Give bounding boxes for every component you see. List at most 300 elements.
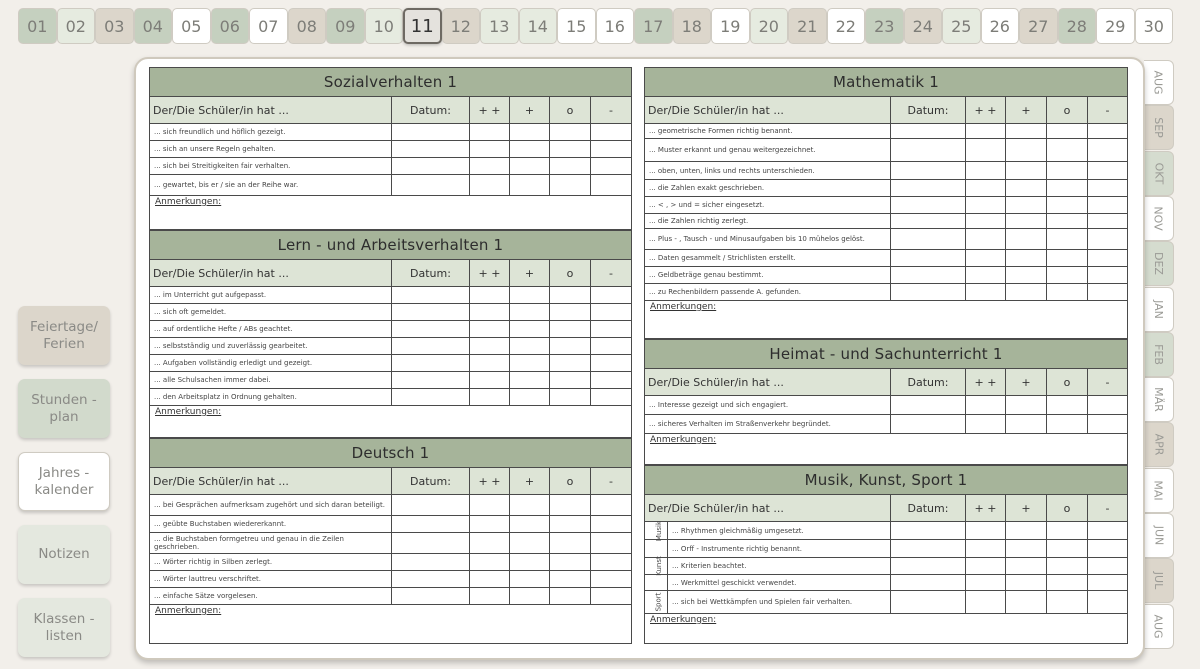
rating-cell[interactable] [1087, 180, 1127, 196]
rating-cell[interactable] [549, 588, 590, 604]
rating-cell[interactable] [1087, 575, 1127, 590]
date-cell[interactable] [391, 321, 469, 337]
rating-cell[interactable] [965, 396, 1005, 414]
rating-cell[interactable] [1005, 558, 1046, 574]
date-cell[interactable] [890, 180, 965, 196]
rating-cell[interactable] [1046, 229, 1087, 249]
rating-cell[interactable] [1046, 250, 1087, 266]
rating-cell[interactable] [590, 338, 631, 354]
rating-cell[interactable] [1087, 396, 1127, 414]
rating-cell[interactable] [1005, 162, 1046, 179]
rating-cell[interactable] [965, 575, 1005, 590]
rating-cell[interactable] [1046, 396, 1087, 414]
rating-cell[interactable] [509, 287, 549, 303]
date-column-header: Datum: [391, 97, 469, 123]
section-title: Lern - und Arbeitsverhalten 1 [150, 231, 631, 260]
criterion-text: ... geübte Buchstaben wiedererkannt. [154, 520, 287, 528]
criterion-text: ... Rhythmen gleichmäßig umgesetzt. [667, 522, 890, 539]
rating-cell[interactable] [469, 389, 509, 405]
rating-cell[interactable] [509, 304, 549, 320]
day-tab-05[interactable]: 05 [172, 8, 211, 44]
rating-cell[interactable] [1087, 284, 1127, 300]
rating-cell[interactable] [590, 389, 631, 405]
rating-cell[interactable] [549, 158, 590, 174]
rating-cell[interactable] [549, 516, 590, 532]
rating-cell[interactable] [469, 588, 509, 604]
rating-cell[interactable] [509, 533, 549, 553]
criterion-text: ... selbstständig und zuverlässig gearbeitet. [154, 342, 308, 350]
rating-cell[interactable] [549, 571, 590, 587]
rating-cell[interactable] [965, 415, 1005, 433]
rating-cell[interactable] [469, 304, 509, 320]
table-row [150, 158, 631, 175]
rating-cell[interactable] [549, 372, 590, 388]
table-row [645, 250, 1127, 267]
date-cell[interactable] [391, 141, 469, 157]
date-cell[interactable] [391, 554, 469, 570]
table-row [645, 162, 1127, 180]
date-cell[interactable] [391, 516, 469, 532]
day-tab-22[interactable]: 22 [827, 8, 866, 44]
month-tab-label: MAI [1151, 480, 1165, 501]
rating-cell[interactable] [1005, 180, 1046, 196]
day-tab-28[interactable]: 28 [1058, 8, 1097, 44]
rating-cell[interactable] [509, 141, 549, 157]
day-tab-03[interactable]: 03 [95, 8, 134, 44]
rating-cell[interactable] [965, 197, 1005, 213]
rating-cell[interactable] [509, 124, 549, 140]
rating-cell[interactable] [1046, 575, 1087, 590]
rating-cell[interactable] [509, 554, 549, 570]
rating-cell[interactable] [1005, 124, 1046, 138]
rating-cell[interactable] [549, 389, 590, 405]
rating-cell[interactable] [549, 175, 590, 195]
rating-cell[interactable] [549, 304, 590, 320]
criterion-text: ... Kriterien beachtet. [667, 558, 890, 574]
table-row [645, 575, 1127, 591]
notes-label: Anmerkungen: [650, 435, 717, 445]
day-tab-15[interactable]: 15 [557, 8, 596, 44]
rating-cell[interactable] [1005, 575, 1046, 590]
criterion-text: ... sicheres Verhalten im Straßenverkehr begründet. [649, 420, 831, 428]
day-tab-09[interactable]: 09 [326, 8, 365, 44]
rating-cell[interactable] [965, 162, 1005, 179]
rating-cell[interactable] [1087, 124, 1127, 138]
day-tab-24[interactable]: 24 [904, 8, 943, 44]
rating-cell[interactable] [1005, 229, 1046, 249]
rating-cell[interactable] [549, 355, 590, 371]
table-row [645, 415, 1127, 434]
rating-cell[interactable] [469, 516, 509, 532]
rating-cell[interactable] [590, 372, 631, 388]
day-tab-14[interactable]: 14 [519, 8, 558, 44]
day-tab-06[interactable]: 06 [211, 8, 250, 44]
table-row [150, 571, 631, 588]
rating-cell[interactable] [965, 214, 1005, 228]
day-tab-20[interactable]: 20 [750, 8, 789, 44]
rating-cell[interactable] [1087, 522, 1127, 539]
table-row [150, 124, 631, 141]
rating-cell[interactable] [549, 338, 590, 354]
rating-column-header: - [590, 468, 631, 494]
rating-cell[interactable] [509, 571, 549, 587]
rating-cell[interactable] [590, 516, 631, 532]
rating-cell[interactable] [509, 588, 549, 604]
rating-cell[interactable] [1046, 591, 1087, 613]
rating-cell[interactable] [590, 571, 631, 587]
rating-cell[interactable] [469, 495, 509, 515]
date-cell[interactable] [391, 571, 469, 587]
rating-cell[interactable] [965, 284, 1005, 300]
rating-cell[interactable] [549, 141, 590, 157]
rating-cell[interactable] [590, 304, 631, 320]
date-cell[interactable] [890, 591, 965, 613]
date-cell[interactable] [890, 558, 965, 574]
rating-cell[interactable] [965, 558, 1005, 574]
rating-cell[interactable] [1046, 558, 1087, 574]
table-row [150, 389, 631, 406]
rating-column-header: + + [469, 97, 509, 123]
nav-stundenplan-button[interactable]: Stunden - plan [18, 379, 110, 438]
rating-cell[interactable] [1046, 162, 1087, 179]
rating-cell[interactable] [965, 591, 1005, 613]
rating-cell[interactable] [469, 158, 509, 174]
table-row [150, 554, 631, 571]
month-tab-okt[interactable] [1144, 151, 1174, 196]
rating-cell[interactable] [590, 141, 631, 157]
rating-cell[interactable] [965, 522, 1005, 539]
table-header [150, 260, 631, 287]
criterion-text: ... alle Schulsachen immer dabei. [154, 376, 271, 384]
day-tab-01[interactable]: 01 [18, 8, 57, 44]
date-cell[interactable] [890, 284, 965, 300]
date-cell[interactable] [890, 522, 965, 539]
month-tab-dez[interactable] [1144, 241, 1174, 286]
rating-cell[interactable] [965, 540, 1005, 557]
rating-cell[interactable] [1046, 284, 1087, 300]
rating-column-header: - [1087, 495, 1127, 521]
rating-cell[interactable] [469, 141, 509, 157]
rating-cell[interactable] [965, 139, 1005, 161]
rating-cell[interactable] [590, 355, 631, 371]
rating-column-header: + [1005, 495, 1046, 521]
criterion-text: ... Werkmittel geschickt verwendet. [667, 575, 890, 590]
rating-cell[interactable] [590, 175, 631, 195]
date-cell[interactable] [890, 162, 965, 179]
category-cell [645, 575, 667, 590]
rating-cell[interactable] [549, 554, 590, 570]
date-cell[interactable] [391, 304, 469, 320]
rating-cell[interactable] [1087, 162, 1127, 179]
criterion-text: ... gewartet, bis er / sie an der Reihe war. [154, 181, 299, 189]
month-tab-label: FEB [1151, 343, 1165, 365]
date-cell[interactable] [890, 415, 965, 433]
day-tab-07[interactable]: 07 [249, 8, 288, 44]
rating-cell[interactable] [509, 321, 549, 337]
rating-column-header: + [509, 468, 549, 494]
rating-cell[interactable] [1005, 540, 1046, 557]
date-cell[interactable] [391, 495, 469, 515]
rating-cell[interactable] [590, 158, 631, 174]
rating-cell[interactable] [590, 533, 631, 553]
rating-cell[interactable] [469, 571, 509, 587]
day-tab-25[interactable]: 25 [942, 8, 981, 44]
criterion-text: ... bei Gesprächen aufmerksam zugehört und sich daran beteiligt. [154, 501, 385, 509]
criterion-text: ... Aufgaben vollständig erledigt und gezeigt. [154, 359, 313, 367]
rating-cell[interactable] [509, 338, 549, 354]
date-cell[interactable] [391, 355, 469, 371]
rating-cell[interactable] [1087, 229, 1127, 249]
rating-cell[interactable] [1087, 197, 1127, 213]
rating-cell[interactable] [469, 533, 509, 553]
criterion-text: ... Wörter lauttreu verschriftet. [154, 575, 262, 583]
table-row [150, 175, 631, 196]
table-row [150, 304, 631, 321]
rating-cell[interactable] [590, 124, 631, 140]
rating-cell[interactable] [469, 554, 509, 570]
rating-cell[interactable] [469, 124, 509, 140]
day-tab-12[interactable]: 12 [442, 8, 481, 44]
rating-column-header: o [1046, 97, 1087, 123]
nav-feiertage-button[interactable]: Feiertage/ Ferien [18, 306, 110, 365]
rating-cell[interactable] [1005, 415, 1046, 433]
rating-cell[interactable] [965, 124, 1005, 138]
date-cell[interactable] [890, 575, 965, 590]
rating-cell[interactable] [469, 338, 509, 354]
rating-cell[interactable] [1087, 214, 1127, 228]
rating-cell[interactable] [1046, 267, 1087, 283]
day-tab-19[interactable]: 19 [711, 8, 750, 44]
criterion-text: ... sich oft gemeldet. [154, 308, 227, 316]
rating-cell[interactable] [549, 533, 590, 553]
rating-cell[interactable] [509, 516, 549, 532]
rating-cell[interactable] [1005, 284, 1046, 300]
rating-cell[interactable] [509, 495, 549, 515]
criterion-text: ... geometrische Formen richtig benannt. [649, 127, 793, 135]
day-tab-10[interactable]: 10 [365, 8, 404, 44]
month-tab-feb[interactable] [1144, 332, 1174, 377]
date-cell[interactable] [391, 124, 469, 140]
day-tab-02[interactable]: 02 [57, 8, 96, 44]
day-tab-bar [18, 8, 1173, 44]
day-tab-04[interactable]: 04 [134, 8, 173, 44]
rating-cell[interactable] [1046, 180, 1087, 196]
notes-label: Anmerkungen: [155, 407, 222, 417]
date-cell[interactable] [391, 372, 469, 388]
rating-cell[interactable] [509, 389, 549, 405]
month-tab-mär[interactable] [1144, 377, 1174, 422]
date-cell[interactable] [890, 540, 965, 557]
date-cell[interactable] [391, 338, 469, 354]
date-cell[interactable] [890, 267, 965, 283]
date-cell[interactable] [391, 533, 469, 553]
rating-cell[interactable] [1005, 250, 1046, 266]
rating-cell[interactable] [469, 355, 509, 371]
date-cell[interactable] [890, 197, 965, 213]
criterion-text: ... sich bei Wettkämpfen und Spielen fair verhalten. [667, 591, 890, 613]
rating-cell[interactable] [965, 229, 1005, 249]
day-tab-26[interactable]: 26 [981, 8, 1020, 44]
table-row [645, 522, 1127, 540]
table-row [150, 141, 631, 158]
date-cell[interactable] [391, 287, 469, 303]
day-tab-13[interactable]: 13 [480, 8, 519, 44]
rating-column-header: o [1046, 495, 1087, 521]
month-tab-jul[interactable] [1144, 558, 1174, 603]
rating-cell[interactable] [469, 372, 509, 388]
rating-cell[interactable] [1046, 415, 1087, 433]
rating-cell[interactable] [509, 372, 549, 388]
table-row [645, 284, 1127, 301]
month-tab-sep[interactable] [1144, 105, 1174, 150]
day-tab-27[interactable]: 27 [1019, 8, 1058, 44]
table-row [645, 558, 1127, 575]
criterion-text: ... sich freundlich und höflich gezeigt. [154, 128, 286, 136]
section-lern [149, 230, 632, 438]
notes-label: Anmerkungen: [155, 197, 222, 207]
day-tab-21[interactable]: 21 [788, 8, 827, 44]
month-tab-label: JUN [1152, 525, 1165, 546]
category-cell [645, 522, 667, 539]
rating-cell[interactable] [1087, 267, 1127, 283]
table-row [150, 338, 631, 355]
rating-cell[interactable] [1087, 139, 1127, 161]
day-tab-18[interactable]: 18 [673, 8, 712, 44]
rating-cell[interactable] [1087, 415, 1127, 433]
rating-cell[interactable] [965, 267, 1005, 283]
rating-cell[interactable] [549, 287, 590, 303]
day-tab-16[interactable]: 16 [596, 8, 635, 44]
rating-column-header: - [590, 97, 631, 123]
rating-cell[interactable] [1087, 540, 1127, 557]
section-title: Musik, Kunst, Sport 1 [645, 466, 1127, 495]
rating-column-header: o [1046, 369, 1087, 395]
date-cell[interactable] [890, 214, 965, 228]
rating-cell[interactable] [1087, 250, 1127, 266]
rating-cell[interactable] [965, 180, 1005, 196]
month-tab-nov[interactable] [1144, 196, 1174, 241]
table-row [645, 180, 1127, 197]
date-cell[interactable] [890, 229, 965, 249]
rating-cell[interactable] [1005, 522, 1046, 539]
rating-column-header: + [509, 260, 549, 286]
month-tab-label: MÄR [1151, 387, 1165, 412]
rating-cell[interactable] [1046, 124, 1087, 138]
day-tab-08[interactable]: 08 [288, 8, 327, 44]
rating-cell[interactable] [509, 355, 549, 371]
rating-column-header: o [549, 260, 590, 286]
category-label: Kunst [654, 556, 663, 576]
rating-cell[interactable] [1046, 197, 1087, 213]
notes-label: Anmerkungen: [650, 302, 717, 312]
section-title: Heimat - und Sachunterricht 1 [645, 340, 1127, 369]
rating-cell[interactable] [1005, 139, 1046, 161]
month-tab-mai[interactable] [1144, 468, 1174, 513]
date-cell[interactable] [890, 250, 965, 266]
date-cell[interactable] [890, 396, 965, 414]
rating-cell[interactable] [1046, 214, 1087, 228]
rating-cell[interactable] [1087, 591, 1127, 613]
nav-notizen-button[interactable]: Notizen [18, 525, 110, 584]
criterion-text: ... einfache Sätze vorgelesen. [154, 592, 258, 600]
rating-cell[interactable] [590, 321, 631, 337]
rating-cell[interactable] [1005, 197, 1046, 213]
rating-column-header: - [1087, 97, 1127, 123]
rating-column-header: - [1087, 369, 1127, 395]
rating-cell[interactable] [1005, 214, 1046, 228]
table-header [645, 495, 1127, 522]
table-row [150, 321, 631, 338]
date-cell[interactable] [391, 588, 469, 604]
rating-cell[interactable] [549, 124, 590, 140]
subject-column-header: Der/Die Schüler/in hat ... [648, 103, 784, 117]
month-tab-jan[interactable] [1144, 287, 1174, 332]
date-cell[interactable] [391, 175, 469, 195]
month-tab-aug[interactable] [1144, 60, 1174, 105]
nav-klassenlisten-button[interactable]: Klassen - listen [18, 598, 110, 657]
rating-cell[interactable] [590, 554, 631, 570]
month-tab-aug-next[interactable] [1144, 604, 1174, 649]
month-tab-label: APR [1152, 433, 1165, 456]
rating-cell[interactable] [1005, 396, 1046, 414]
rating-cell[interactable] [549, 495, 590, 515]
rating-cell[interactable] [590, 588, 631, 604]
date-cell[interactable] [890, 124, 965, 138]
day-tab-29[interactable]: 29 [1096, 8, 1135, 44]
month-tab-label: AUG [1151, 70, 1165, 95]
table-row [150, 516, 631, 533]
rating-cell[interactable] [1005, 267, 1046, 283]
table-row [150, 533, 631, 554]
day-tab-17[interactable]: 17 [634, 8, 673, 44]
table-row [150, 355, 631, 372]
rating-cell[interactable] [469, 175, 509, 195]
criterion-text: ... Geldbeträge genau bestimmt. [649, 271, 764, 279]
rating-cell[interactable] [1087, 558, 1127, 574]
subject-column-header: Der/Die Schüler/in hat ... [648, 501, 784, 515]
rating-cell[interactable] [1046, 522, 1087, 539]
day-tab-11[interactable]: 11 [403, 8, 442, 44]
section-sozial [149, 67, 632, 230]
rating-cell[interactable] [509, 158, 549, 174]
criterion-text: ... den Arbeitsplatz in Ordnung gehalten. [154, 393, 297, 401]
date-cell[interactable] [391, 389, 469, 405]
rating-cell[interactable] [965, 250, 1005, 266]
rating-cell[interactable] [590, 495, 631, 515]
day-tab-23[interactable]: 23 [865, 8, 904, 44]
rating-column-header: + [1005, 97, 1046, 123]
nav-jahreskalender-button[interactable]: Jahres - kalender [18, 452, 110, 511]
rating-cell[interactable] [469, 287, 509, 303]
day-tab-30[interactable]: 30 [1135, 8, 1174, 44]
month-tab-apr[interactable] [1144, 422, 1174, 467]
date-cell[interactable] [391, 158, 469, 174]
month-tab-label: JUL [1152, 572, 1165, 590]
section-title: Deutsch 1 [150, 439, 631, 468]
rating-cell[interactable] [1046, 139, 1087, 161]
category-label: Musik [655, 520, 664, 541]
rating-cell[interactable] [590, 287, 631, 303]
rating-cell[interactable] [1046, 540, 1087, 557]
section-mathe [644, 67, 1128, 339]
rating-cell[interactable] [469, 321, 509, 337]
rating-cell[interactable] [1005, 591, 1046, 613]
table-row [645, 124, 1127, 139]
rating-cell[interactable] [549, 321, 590, 337]
date-cell[interactable] [890, 139, 965, 161]
month-tab-jun[interactable] [1144, 513, 1174, 558]
rating-cell[interactable] [509, 175, 549, 195]
